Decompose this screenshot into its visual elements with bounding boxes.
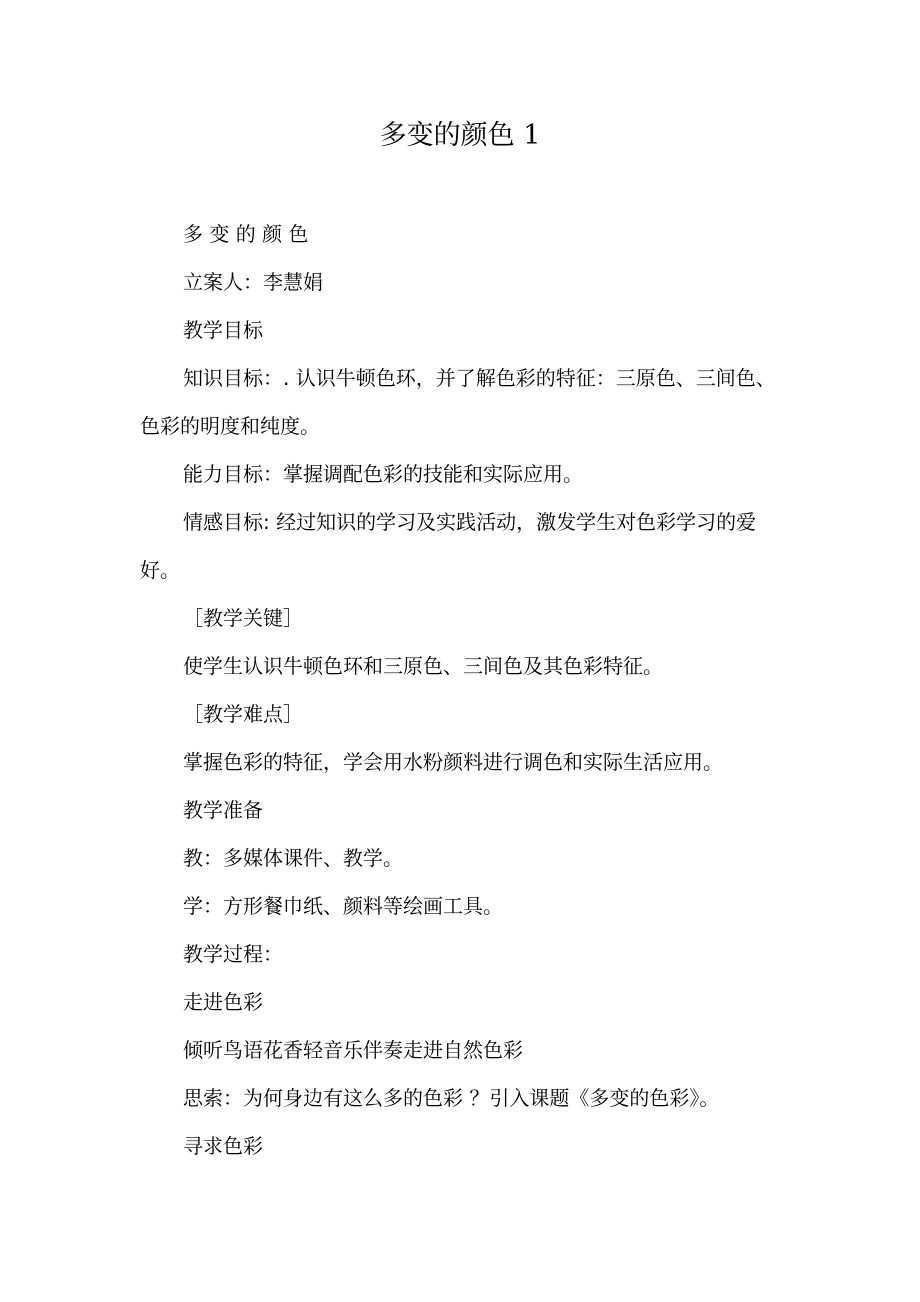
paragraph-student-preparation: 学：方形餐巾纸、颜料等绘画工具。 <box>183 894 503 918</box>
document-title: 多变的颜色 1 <box>379 120 541 151</box>
paragraph-key-content: 使学生认识牛顿色环和三原色、三间色及其色彩特征。 <box>183 654 663 678</box>
paragraph-listen-music: 倾听鸟语花香轻音乐伴奏走进自然色彩 <box>183 1038 523 1062</box>
paragraph-preparation-heading: 教学准备 <box>183 798 263 822</box>
paragraph-seek-color: 寻求色彩 <box>183 1134 263 1158</box>
paragraph-difficulty-content: 掌握色彩的特征，学会用水粉颜料进行调色和实际生活应用。 <box>183 750 723 774</box>
paragraph-subject: 多 变 的 颜 色 <box>183 222 309 246</box>
paragraph-author: 立案人：李慧娟 <box>183 270 323 294</box>
paragraph-teaching-goals-heading: 教学目标 <box>183 318 263 342</box>
paragraph-step-enter-color: 走进色彩 <box>183 990 263 1014</box>
paragraph-think-question: 思索：为何身边有这么多的色彩 ？引入课题《多变的色彩》。 <box>183 1086 720 1110</box>
document-body <box>140 210 784 1170</box>
paragraph-knowledge-goal: 知识目标：. 认识牛顿色环，并了解色彩的特征：三原色、三间色、色彩的明度和纯度。 <box>140 366 776 438</box>
paragraph-key-heading: ［教学关键］ <box>183 606 303 630</box>
paragraph-emotion-goal: 情感目标: 经过知识的学习及实践活动，激发学生对色彩学习的爱好。 <box>140 510 757 582</box>
paragraph-ability-goal: 能力目标：掌握调配色彩的技能和实际应用。 <box>183 462 583 486</box>
paragraph-process-heading: 教学过程： <box>183 942 283 966</box>
paragraph-teacher-preparation: 教：多媒体课件、教学。 <box>183 846 403 870</box>
paragraph-difficulty-heading: ［教学难点］ <box>183 702 303 726</box>
